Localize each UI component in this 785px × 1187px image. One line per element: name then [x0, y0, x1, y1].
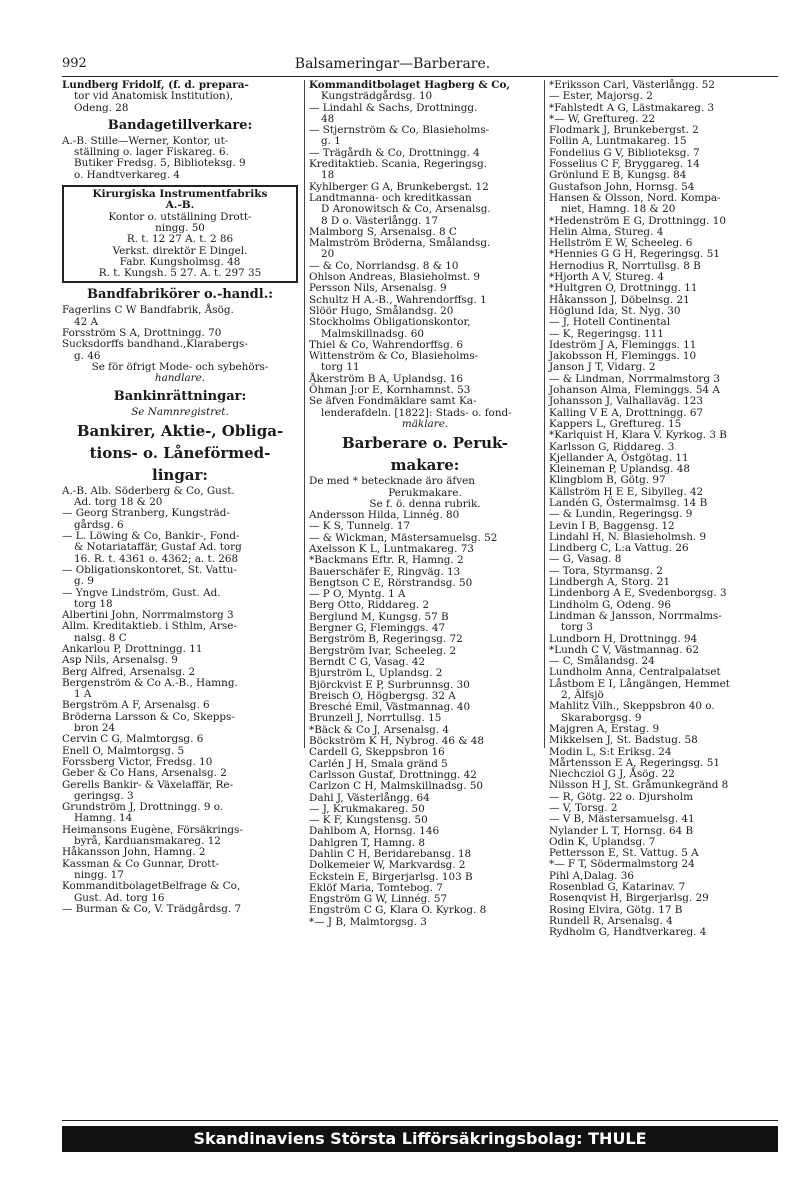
directory-entry: A.-B. Stille—Werner, Kontor, ut-: [62, 134, 229, 147]
ad-line: ningg. 50: [155, 221, 205, 234]
directory-entry: g. 46: [74, 349, 101, 362]
directory-entry: Johansson J, Valhallaväg. 123: [549, 395, 704, 408]
directory-entry: Stockholms Obligationskontor,: [309, 316, 471, 329]
section-heading: Bandfabrikörer o.-handl.:: [86, 287, 274, 303]
directory-entry: Forsström S A, Drottningg. 70: [62, 327, 222, 340]
directory-entry: Rundell R, Arsenalsg. 4: [549, 914, 673, 927]
directory-entry: Kleineman P, Uplandsg. 48: [549, 463, 691, 476]
directory-entry: nalsg. 8 C: [74, 631, 127, 644]
directory-entry: Carlén J H, Smala gränd 5: [309, 757, 448, 770]
directory-entry: handlare.: [154, 372, 206, 385]
directory-entry: Breisch O, Högbergsg. 32 A: [309, 689, 456, 702]
directory-entry: Ohlson Andreas, Blasieholmst. 9: [309, 271, 481, 284]
directory-entry: Grundström J, Drottningg. 9 o.: [62, 801, 224, 814]
directory-entry: g. 9: [74, 575, 94, 588]
directory-entry: — V, Torsg. 2: [549, 802, 618, 814]
directory-entry: — L. Löwing & Co, Bankir-, Fond-: [62, 530, 240, 543]
directory-entry: Håkansson J, Döbelnsg. 21: [549, 293, 690, 306]
directory-entry: torg 11: [321, 361, 360, 374]
page-title: Balsameringar—Barberare.: [294, 56, 491, 72]
directory-entry: Malmborg S, Arsenalsg. 8 C: [309, 225, 457, 238]
directory-entry: *Backmans Eftr. R, Hamng. 2: [309, 554, 464, 567]
column-2: [304, 79, 541, 928]
directory-entry: Dahlbom A, Hornsg. 146: [309, 825, 440, 838]
directory-entry: — & Lundin, Regeringsg. 9: [549, 508, 693, 521]
directory-entry: niet, Hamng. 18 & 20: [561, 203, 676, 216]
directory-entry: Bresché Emil, Västmannag. 40: [309, 701, 471, 714]
directory-entry: Se Namnregistret.: [131, 405, 229, 418]
directory-entry: Lundborn H, Drottningg. 94: [549, 632, 698, 645]
ad-line: R. t. 12 27 A. t. 2 86: [126, 233, 234, 246]
directory-entry: Skaraborgsg. 9: [561, 711, 642, 724]
directory-entry: Kreditaktieb. Scania, Regeringsg.: [309, 158, 488, 171]
directory-entry: Cardell G, Skeppsbron 16: [309, 746, 445, 759]
directory-entry: Björckvist E P, Surbrunnsg. 30: [309, 678, 470, 691]
directory-entry: Perukmakare.: [388, 486, 462, 499]
directory-entry: Carlzon C H, Malmskillnadsg. 50: [309, 780, 484, 793]
directory-entry: Enell O, Malmtorgsg. 5: [62, 744, 185, 757]
directory-entry: Forssberg Victor, Fredsg. 10: [62, 755, 213, 768]
directory-entry: Bergström B, Regeringsg. 72: [309, 633, 463, 646]
directory-entry: A.-B. Alb. Söderberg & Co, Gust.: [62, 484, 235, 497]
directory-entry: torg 18: [74, 597, 113, 610]
directory-entry: Lindberg C, L:a Vattug. 26: [549, 542, 689, 555]
directory-entry: — C, Smålandsg. 24: [549, 655, 655, 668]
directory-entry: *— W, Greftureg. 22: [549, 112, 656, 125]
column-1: [62, 79, 298, 915]
directory-entry: Fagerlins C W Bandfabrik, Åsög.: [62, 304, 234, 317]
header-rule: [62, 76, 778, 77]
directory-entry: Ideström J A, Fleminggs. 11: [549, 338, 697, 351]
directory-entry: 48: [321, 112, 335, 125]
directory-entry: Modin L, S:t Eriksg. 24: [549, 745, 672, 758]
directory-entry: Bergström Ivar, Scheeleg. 2: [309, 644, 457, 657]
directory-entry: geringsg. 3: [74, 789, 134, 802]
directory-entry: — K S, Tunnelg. 17: [309, 520, 411, 533]
ad-line: R. t. Kungsh. 5 27. A. t. 297 35: [98, 267, 262, 280]
directory-entry: — P O, Myntg. 1 A: [309, 588, 406, 601]
directory-entry: Landén G, Östermalmsg. 14 B: [549, 496, 708, 509]
ad-line: Fabr. Kungsholmsg. 48: [119, 255, 241, 268]
directory-entry: Kassman & Co Gunnar, Drott-: [62, 857, 220, 870]
directory-entry: Kungsträdgårdsg. 10: [321, 90, 433, 103]
ad-line: A.-B.: [165, 199, 195, 212]
directory-entry: — J, Hotell Continental: [549, 316, 671, 329]
directory-entry: tor vid Anatomisk Institution),: [74, 90, 234, 103]
directory-entry: Eckstein E, Birgerjarlsg. 103 B: [309, 870, 473, 883]
directory-entry: KommanditbolagetBelfrage & Co,: [62, 880, 241, 893]
directory-entry: Gerells Bankir- & Växelaffär, Re-: [62, 778, 234, 791]
directory-entry: Lundberg Fridolf, (f. d. prepara-: [62, 79, 249, 91]
directory-entry: — & Lindman, Norrmalmstorg 3: [549, 372, 720, 385]
directory-entry: Majgren A, Erstag. 9: [549, 722, 660, 735]
directory-entry: mäklare.: [401, 417, 449, 430]
directory-entry: Geber & Co Hans, Arsenalsg. 2: [62, 767, 227, 780]
directory-entry: *Eriksson Carl, Västerlångg. 52: [549, 79, 716, 91]
directory-entry: Karlsson G, Riddareg. 3: [549, 440, 675, 453]
directory-entry: — Ester, Majorsg. 2: [549, 90, 653, 103]
directory-entry: Landtmanna- och kreditkassan: [309, 191, 472, 204]
directory-entry: — Georg Stranberg, Kungsträd-: [62, 507, 230, 520]
section-heading: Bankirer, Aktie-, Obliga-: [76, 421, 284, 440]
directory-entry: Dahlin C H, Beridarebansg. 18: [309, 848, 472, 860]
directory-entry: Berglund M, Kungsg. 57 B: [309, 610, 449, 623]
directory-entry: Johanson Alma, Fleminggs. 54 A: [549, 384, 720, 397]
directory-entry: Lindholm G, Odeng. 96: [549, 598, 672, 611]
directory-entry: *Lundh C V, Västmannag. 62: [549, 643, 700, 656]
ad-line: Kirurgiska Instrumentfabriks: [92, 188, 268, 201]
page-header: [0, 56, 785, 74]
directory-entry: Berg Alfred, Arsenalsg. 2: [62, 665, 196, 678]
directory-entry: — J, Krukmakareg. 50: [309, 802, 425, 815]
directory-entry: Thiel & Co, Wahrendorffsg. 6: [309, 338, 464, 351]
directory-entry: Helin Alma, Stureg. 4: [549, 225, 664, 238]
directory-entry: De med * betecknade äro äfven: [309, 475, 475, 488]
ad-line: Verkst. direktör E Dingel.: [112, 244, 248, 257]
directory-entry: Kalling V E A, Drottningg. 67: [549, 406, 704, 419]
directory-entry: Mårtensson E A, Regeringsg. 51: [549, 756, 720, 769]
banner-rule: [62, 1120, 778, 1121]
directory-entry: Janson J T, Vidarg. 2: [549, 361, 656, 374]
directory-entry: 42 A: [74, 315, 99, 328]
directory-entry: D Aronowitsch & Co, Arsenalsg.: [321, 203, 491, 216]
directory-entry: *Bäck & Co J, Arsenalsg. 4: [309, 723, 450, 736]
column-3: [544, 79, 781, 939]
directory-entry: Engström C G, Klara O. Kyrkog. 8: [309, 904, 487, 917]
directory-entry: Gust. Ad. torg 16: [74, 891, 165, 904]
directory-entry: Sucksdorffs bandhand.,Klarabergs-: [62, 338, 248, 351]
directory-entry: — Trägårdh & Co, Drottningg. 4: [309, 146, 480, 159]
directory-entry: — Burman & Co, V. Trädgårdsg. 7: [62, 902, 242, 915]
directory-entry: Böckström K H, Nybrog. 46 & 48: [309, 735, 485, 748]
directory-entry: Nilsson H J, St. Gråmunkegränd 8: [549, 779, 729, 792]
directory-entry: — V B, Mästersamuelsg. 41: [549, 813, 695, 826]
directory-entry: torg 3: [561, 621, 593, 634]
directory-entry: Rydholm G, Handtverkareg. 4: [549, 926, 707, 939]
directory-entry: Butiker Fredsg. 5, Biblioteksg. 9: [74, 157, 246, 170]
directory-entry: Rosenqvist H, Birgerjarlsg. 29: [549, 892, 709, 905]
section-heading: tions- o. Låneförmed-: [89, 443, 271, 462]
directory-entry: Mikkelsen J, St. Badstug. 58: [549, 734, 698, 747]
directory-entry: *Hultgren O, Drottningg. 11: [549, 282, 698, 295]
directory-entry: Levin I B, Baggensg. 12: [549, 519, 675, 532]
directory-entry: Lindenborg A E, Svedenborgsg. 3: [549, 587, 727, 600]
directory-entry: Kjellander A, Östgötag. 11: [549, 451, 689, 464]
directory-entry: Berndt C G, Vasag. 42: [309, 655, 426, 668]
directory-entry: Asp Nils, Arsenalsg. 9: [62, 654, 178, 667]
directory-entry: — R, Götg. 22 o. Djursholm: [549, 790, 693, 803]
directory-entry: 16. R. t. 4361 o. 4362; a. t. 268: [74, 552, 239, 565]
directory-entry: 20: [321, 248, 335, 261]
directory-entry: Cervin C G, Malmtorgsg. 6: [62, 733, 204, 746]
directory-entry: Engström G W, Linnég. 57: [309, 893, 448, 906]
directory-entry: *Hennies G G H, Regeringsg. 51: [549, 248, 720, 261]
directory-entry: *— F T, Södermalmstorg 24: [549, 858, 695, 871]
directory-entry: Flodmark J, Brunkebergst. 2: [549, 124, 699, 137]
directory-entry: Bergner G, Fleminggs. 47: [309, 622, 446, 635]
directory-entry: Ad. torg 18 & 20: [74, 496, 163, 509]
directory-entry: & Notariataffär, Gustaf Ad. torg: [74, 541, 242, 554]
directory-entry: Klingblom B, Götg. 97: [549, 474, 666, 487]
directory-entry: Hansen & Olsson, Nord. Kompa-: [549, 191, 721, 204]
directory-entry: Kommanditbolaget Hagberg & Co,: [309, 79, 511, 91]
directory-entry: Se för öfrigt Mode- och sybehörs-: [91, 360, 269, 373]
directory-entry: 8 D o. Västerlångg. 17: [321, 214, 438, 227]
directory-entry: *Fahlstedt A G, Lästmakareg. 3: [549, 101, 715, 114]
directory-entry: Lindbergh A, Storg. 21: [549, 576, 671, 589]
directory-entry: Dahlgren T, Hamng. 8: [309, 836, 425, 849]
section-heading: Barberare o. Peruk-: [341, 434, 509, 453]
directory-entry: ningg. 17: [74, 868, 124, 881]
directory-entry: *Hjorth A V, Stureg. 4: [549, 271, 664, 284]
directory-entry: — Lindahl & Sachs, Drottningg.: [309, 101, 478, 114]
section-heading: Bankinrättningar:: [113, 388, 247, 404]
directory-entry: Fosselius C F, Bryggareg. 14: [549, 158, 700, 171]
directory-entry: Malmskillnadsg. 60: [321, 327, 424, 340]
directory-entry: Ankarlou P, Drottningg. 11: [62, 642, 203, 655]
directory-entry: Nylander L T, Hornsg. 64 B: [549, 824, 694, 837]
directory-entry: g. 1: [321, 135, 341, 148]
directory-entry: Malmström Bröderna, Smålandsg.: [309, 237, 491, 250]
directory-entry: Andersson Hilda, Linnég. 80: [309, 509, 460, 522]
directory-entry: Lindahl H, N. Blasieholmsh. 9: [549, 530, 707, 543]
directory-entry: Bröderna Larsson & Co, Skepps-: [62, 710, 235, 723]
directory-entry: — Obligationskontoret, St. Vattu-: [62, 563, 237, 576]
directory-entry: Öhman J:or E, Kornhamnst. 53: [309, 384, 471, 397]
section-heading: Bandagetillverkare:: [107, 117, 253, 133]
directory-entry: Se äfven Fondmäklare samt Ka-: [309, 395, 477, 408]
directory-entry: Lindman & Jansson, Norrmalms-: [549, 609, 722, 622]
directory-entry: Niechcziol G J, Åsög. 22: [549, 768, 675, 781]
directory-entry: Bauerschäfer E, Ringväg. 13: [309, 565, 461, 578]
directory-entry: Källström H E E, Sibylleg. 42: [549, 485, 704, 498]
directory-entry: 1 A: [74, 688, 92, 701]
page-number: 992: [62, 56, 87, 71]
directory-entry: Låstbom E I, Långängen, Hemmet: [549, 677, 730, 690]
directory-entry: Grönlund E B, Kungsg. 84: [549, 169, 687, 182]
directory-entry: Lundholm Anna, Centralpalatset: [549, 666, 721, 679]
directory-entry: Gustafson John, Hornsg. 54: [549, 180, 695, 193]
directory-entry: Bengtson C E, Rörstrandsg. 50: [309, 576, 473, 589]
directory-entry: Dolkemeier W, Markvardsg. 2: [309, 859, 466, 872]
directory-entry: bron 24: [74, 722, 116, 735]
directory-entry: Fondelius G V, Biblioteksg. 7: [549, 146, 700, 159]
boxed-advertisement: [62, 185, 298, 283]
directory-entry: Eklöf Maria, Tomtebog. 7: [309, 881, 443, 894]
directory-entry: — Yngve Lindström, Gust. Ad.: [62, 586, 221, 599]
directory-entry: Höglund Ida, St. Nyg. 30: [549, 304, 681, 317]
directory-entry: Heimansons Eugène, Försäkrings-: [62, 823, 243, 836]
section-heading: makare:: [390, 456, 460, 475]
directory-entry: Rosenblad G, Katarinav. 7: [549, 881, 686, 894]
directory-entry: *Karlquist H, Klara V. Kyrkog. 3 B: [549, 429, 727, 442]
directory-entry: Slöör Hugo, Smålandsg. 20: [309, 304, 454, 317]
directory-entry: o. Handtverkareg. 4: [74, 168, 180, 181]
directory-entry: Carlsson Gustaf, Drottningg. 42: [309, 768, 477, 781]
directory-entry: Åkerström B A, Uplandsg. 16: [309, 372, 463, 385]
directory-entry: Bergenström & Co A.-B., Hamng.: [62, 676, 238, 689]
directory-entry: Hernodius R, Norrtullsg. 8 B: [549, 259, 701, 272]
directory-entry: Follin A, Luntmakareg. 15: [549, 135, 687, 148]
directory-entry: — K, Regeringsg. 111: [549, 327, 664, 340]
directory-entry: Berg Otto, Riddareg. 2: [309, 599, 430, 612]
directory-entry: *Hedenström E G, Drottningg. 10: [549, 214, 726, 227]
directory-entry: Bjurström L, Uplandsg. 2: [309, 667, 443, 680]
directory-entry: Rosing Elvira, Götg. 17 B: [549, 903, 683, 916]
directory-entry: Brunzell J, Norrtullsg. 15: [309, 712, 442, 725]
directory-entry: — Tora, Styrmansg. 2: [549, 564, 663, 577]
directory-entry: — Stjernström & Co, Blasieholms-: [309, 124, 490, 137]
directory-entry: 2, Älfsjö: [561, 689, 604, 702]
directory-entry: — & Wickman, Mästersamuelsg. 52: [309, 531, 498, 544]
directory-entry: Mahlitz Vilh., Skeppsbron 40 o.: [549, 700, 715, 713]
directory-entry: Odin K, Uplandsg. 7: [549, 835, 656, 848]
directory-entry: byrå, Karduansmakareg. 12: [74, 835, 221, 848]
directory-entry: Odeng. 28: [74, 101, 129, 114]
directory-entry: Pettersson E, St. Vattug. 5 A: [549, 847, 699, 860]
directory-entry: lenderafdeln. [1822]: Stads- o. fond-: [321, 406, 512, 419]
directory-entry: Håkansson John, Hamng. 2: [62, 846, 206, 859]
directory-entry: Hellström E W, Scheeleg. 6: [549, 237, 693, 250]
directory-entry: — & Co, Norrlandsg. 8 & 10: [309, 259, 459, 272]
directory-columns: [62, 79, 778, 939]
directory-entry: Allm. Kreditaktieb. i Sthlm, Arse-: [62, 620, 237, 633]
directory-entry: Kyhlberger G A, Brunkebergst. 12: [309, 180, 489, 193]
directory-entry: — K F, Kungstensg. 50: [309, 814, 428, 827]
directory-entry: Dahl J, Västerlångg. 64: [309, 791, 430, 804]
directory-entry: ställning o. lager Fiskareg. 6.: [74, 146, 229, 159]
directory-entry: *— J B, Malmtorgsg. 3: [309, 915, 427, 928]
directory-entry: Wittenström & Co, Blasieholms-: [309, 350, 479, 363]
directory-entry: Albertini John, Norrmalmstorg 3: [62, 609, 234, 622]
section-heading: lingar:: [152, 465, 208, 484]
directory-entry: Pihl A,Dalag. 36: [549, 869, 634, 882]
directory-entry: — G, Vasag. 8: [549, 553, 622, 566]
directory-entry: Se f. ö. denna rubrik.: [369, 497, 481, 510]
directory-entry: Bergström A F, Arsenalsg. 6: [62, 699, 210, 712]
directory-entry: Schultz H A.-B., Wahrendorffsg. 1: [309, 293, 487, 306]
directory-entry: Kappers L, Greftureg. 15: [549, 417, 682, 430]
directory-entry: 18: [321, 169, 335, 182]
directory-entry: Jakobsson H, Fleminggs. 10: [549, 350, 697, 363]
ad-line: Kontor o. utställning Drott-: [108, 210, 252, 223]
directory-entry: Hamng. 14: [74, 812, 133, 825]
directory-entry: gårdsg. 6: [74, 518, 124, 531]
directory-entry: Axelsson K L, Luntmakareg. 73: [309, 542, 474, 555]
directory-entry: Persson Nils, Arsenalsg. 9: [309, 282, 447, 295]
advertisement-banner: Skandinaviens Största Lifförsäkringsbolag: THULE: [62, 1126, 778, 1152]
